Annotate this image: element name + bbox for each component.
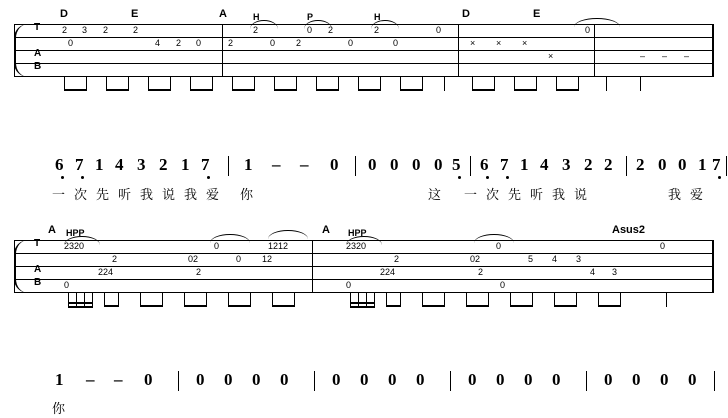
fret-number: 0 [307, 25, 313, 35]
jianpu-note: 0 [330, 155, 339, 174]
jianpu-note: 6 [55, 155, 64, 174]
chord-label: E [131, 8, 139, 20]
technique-hammer-pull: HPP [66, 228, 85, 238]
jianpu-note: 0 [524, 370, 533, 389]
chord-label: Asus2 [612, 224, 646, 236]
octave-dot [718, 176, 721, 179]
jianpu-barline [470, 156, 471, 176]
fret-number: 224 [380, 267, 396, 277]
rest-dash: – [662, 51, 668, 61]
fret-number: 1212 [268, 241, 289, 251]
jianpu-note: 1 [698, 155, 707, 174]
fret-number: 2 [133, 25, 139, 35]
barline [594, 24, 595, 77]
fret-number: 3 [82, 25, 88, 35]
fret-number: 0 [393, 38, 399, 48]
jianpu-barline [450, 371, 451, 391]
jianpu-barline [228, 156, 229, 176]
fret-number: 0 [270, 38, 276, 48]
fret-number: 4 [552, 254, 558, 264]
slur-arc [268, 230, 308, 239]
fret-number: 2 [478, 267, 484, 277]
barline [458, 24, 459, 77]
fret-number: 0 [346, 280, 352, 290]
staff-line [14, 253, 714, 254]
chord-label: E [533, 8, 541, 20]
chord-label: A [48, 224, 56, 236]
fret-number: 5 [528, 254, 534, 264]
jianpu-note: 0 [368, 155, 377, 174]
fret-number: 2 [228, 38, 234, 48]
chord-label: A [322, 224, 330, 236]
jianpu-note: 0 [412, 155, 421, 174]
staff-line [14, 63, 714, 64]
tab-letter-t: T [34, 22, 41, 33]
staff-brace [14, 240, 34, 293]
lyric-syllable: 说 [574, 187, 588, 202]
fret-number: 2 [112, 254, 118, 264]
technique-hammer-on: H [374, 12, 381, 22]
chord-label: D [60, 8, 68, 20]
jianpu-barline [714, 371, 715, 391]
jianpu-note: 0 [144, 370, 153, 389]
fret-number: 0 [236, 254, 242, 264]
jianpu-note: 0 [678, 155, 687, 174]
jianpu-note: – [300, 155, 309, 174]
fret-number: 224 [98, 267, 114, 277]
lyric-syllable: 爱 [690, 187, 704, 202]
slur-arc [574, 18, 620, 27]
jianpu-note: 1 [95, 155, 104, 174]
jianpu-note: 0 [552, 370, 561, 389]
fret-number: 3 [576, 254, 582, 264]
barline [712, 240, 714, 293]
fret-number: 02 [188, 254, 199, 264]
jianpu-note: 0 [604, 370, 613, 389]
jianpu-note: 4 [540, 155, 549, 174]
barline [222, 24, 223, 77]
jianpu-note: 0 [632, 370, 641, 389]
fret-number: 2 [328, 25, 334, 35]
lyric-syllable: 你 [52, 401, 66, 416]
jianpu-barline [626, 156, 627, 176]
octave-dot [506, 176, 509, 179]
jianpu-note: 0 [496, 370, 505, 389]
fret-number: 2 [176, 38, 182, 48]
fret-number: 2320 [64, 241, 85, 251]
fret-number: 4 [155, 38, 161, 48]
lyric-syllable: 这 [428, 187, 442, 202]
octave-dot [486, 176, 489, 179]
staff-line [14, 50, 714, 51]
lyric-syllable: 我 [184, 187, 198, 202]
fret-number: 0 [496, 241, 502, 251]
jianpu-note: 7 [500, 155, 509, 174]
lyric-syllable: 次 [486, 187, 500, 202]
lyric-syllable: 先 [508, 187, 522, 202]
jianpu-note: 0 [252, 370, 261, 389]
fret-number: 2 [394, 254, 400, 264]
mute-mark: × [522, 38, 528, 48]
jianpu-note: 2 [604, 155, 613, 174]
jianpu-note: 0 [196, 370, 205, 389]
fret-number: 0 [500, 280, 506, 290]
jianpu-note: 0 [658, 155, 667, 174]
jianpu-note: 2 [159, 155, 168, 174]
lyric-syllable: 一 [52, 187, 66, 202]
lyric-syllable: 听 [530, 187, 544, 202]
barline [14, 240, 15, 293]
fret-number: 2 [103, 25, 109, 35]
jianpu-note: 0 [688, 370, 697, 389]
fret-number: 2320 [346, 241, 367, 251]
jianpu-note: 0 [360, 370, 369, 389]
lyric-syllable: 次 [74, 187, 88, 202]
fret-number: 0 [214, 241, 220, 251]
tab-letter-b: B [34, 61, 42, 72]
jianpu-barline [178, 371, 179, 391]
jianpu-note: 0 [390, 155, 399, 174]
staff-line [14, 76, 714, 77]
technique-pull-off: P [307, 12, 314, 22]
tab-letter-a: A [34, 264, 42, 275]
jianpu-note: 5 [452, 155, 461, 174]
fret-number: 0 [68, 38, 74, 48]
lyric-syllable: 先 [96, 187, 110, 202]
jianpu-note: 3 [562, 155, 571, 174]
octave-dot [81, 176, 84, 179]
jianpu-note: – [272, 155, 281, 174]
fret-number: 0 [436, 25, 442, 35]
technique-hammer-pull: HPP [348, 228, 367, 238]
chord-label: A [219, 8, 227, 20]
tab-letter-b: B [34, 277, 42, 288]
fret-number: 12 [262, 254, 273, 264]
jianpu-note: 1 [181, 155, 190, 174]
lyric-syllable: 我 [552, 187, 566, 202]
lyric-syllable: 你 [240, 187, 254, 202]
jianpu-note: 2 [584, 155, 593, 174]
jianpu-note: 1 [55, 370, 64, 389]
jianpu-note: 3 [137, 155, 146, 174]
fret-number: 02 [470, 254, 481, 264]
fret-number: 0 [64, 280, 70, 290]
fret-number: 4 [590, 267, 596, 277]
jianpu-note: 7 [201, 155, 210, 174]
jianpu-barline [726, 156, 727, 176]
staff-brace [14, 24, 34, 77]
lyric-syllable: 我 [140, 187, 154, 202]
mute-mark: × [496, 38, 502, 48]
lyric-syllable: 听 [118, 187, 132, 202]
tab-staff-1 [14, 8, 714, 84]
staff-line [14, 292, 714, 293]
jianpu-note: 6 [480, 155, 489, 174]
lyric-syllable: 爱 [206, 187, 220, 202]
tab-staff-2 [14, 224, 714, 300]
barline [312, 240, 313, 293]
slur-arc [474, 234, 514, 243]
barline [14, 24, 15, 77]
staff-line [14, 279, 714, 280]
fret-number: 3 [612, 267, 618, 277]
lyric-syllable: 说 [162, 187, 176, 202]
fret-number: 2 [253, 25, 259, 35]
fret-number: 2 [196, 267, 202, 277]
jianpu-note: 0 [660, 370, 669, 389]
fret-number: 0 [585, 25, 591, 35]
mute-mark: × [470, 38, 476, 48]
mute-mark: × [548, 51, 554, 61]
fret-number: 0 [348, 38, 354, 48]
lyric-syllable: 一 [464, 187, 478, 202]
octave-dot [61, 176, 64, 179]
fret-number: 0 [660, 241, 666, 251]
jianpu-note: 0 [388, 370, 397, 389]
jianpu-note: 7 [75, 155, 84, 174]
jianpu-note: 0 [416, 370, 425, 389]
chord-label: D [462, 8, 470, 20]
jianpu-note: 0 [434, 155, 443, 174]
jianpu-barline [314, 371, 315, 391]
jianpu-barline [586, 371, 587, 391]
staff-line [14, 266, 714, 267]
jianpu-note: 1 [520, 155, 529, 174]
jianpu-barline [355, 156, 356, 176]
jianpu-note: – [114, 370, 123, 389]
fret-number: 0 [196, 38, 202, 48]
barline [712, 24, 714, 77]
jianpu-note: 1 [244, 155, 253, 174]
fret-number: 2 [296, 38, 302, 48]
jianpu-note: 0 [280, 370, 289, 389]
rest-dash: – [684, 51, 690, 61]
jianpu-note: 4 [115, 155, 124, 174]
fret-number: 2 [374, 25, 380, 35]
octave-dot [207, 176, 210, 179]
jianpu-note: 2 [636, 155, 645, 174]
fret-number: 2 [62, 25, 68, 35]
jianpu-note: – [86, 370, 95, 389]
staff-line [14, 37, 714, 38]
tab-letter-t: T [34, 238, 41, 249]
octave-dot [458, 176, 461, 179]
rest-dash: – [640, 51, 646, 61]
lyric-syllable: 我 [668, 187, 682, 202]
jianpu-note: 0 [468, 370, 477, 389]
tab-letter-a: A [34, 48, 42, 59]
jianpu-note: 7 [712, 155, 721, 174]
jianpu-note: 0 [224, 370, 233, 389]
jianpu-note: 0 [332, 370, 341, 389]
technique-hammer-on: H [253, 12, 260, 22]
